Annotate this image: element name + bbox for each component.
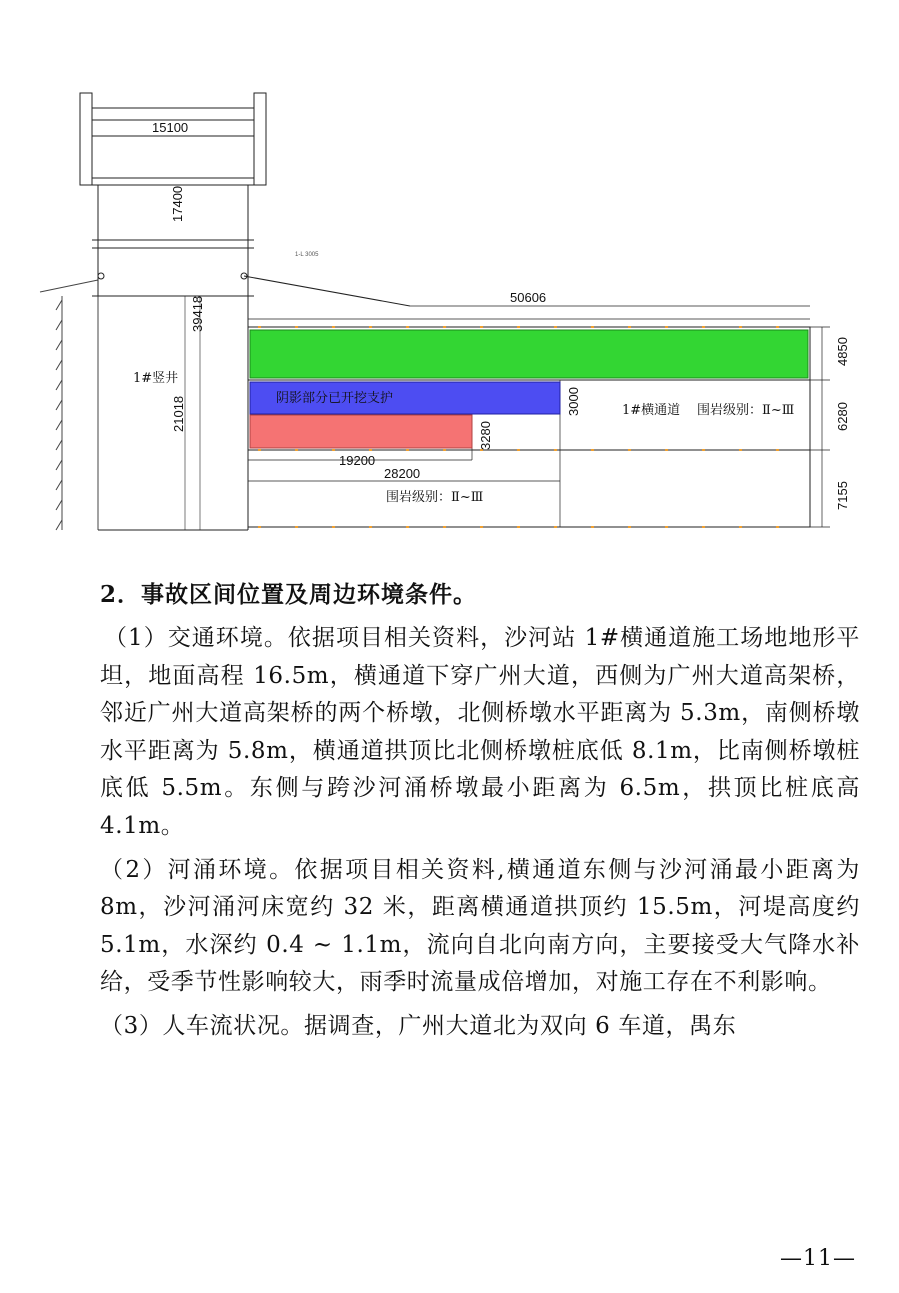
dim-50606: 50606 [510, 290, 547, 305]
paragraph-river: （2）河涌环境。依据项目相关资料,横通道东侧与沙河涌最小距离为 8m，沙河涌河床宽约 32 米，距离横通道拱顶约 15.5m，河堤高度约 5.1m，水深约 0.4 ~ 1.1m，流向自北向南方向，主要接受大气降水补给，受季节性影响较大，雨季时流量成倍增加，对施工存在不利影响。 [100, 856, 860, 996]
page-number: —11— [780, 1246, 856, 1271]
shaft-head [80, 93, 410, 306]
paragraph-traffic: （1）交通环境。依据项目相关资料，沙河站 1#横通道施工场地地形平坦，地面高程 16.5m，横通道下穿广州大道，西侧为广州大道高架桥，邻近广州大道高架桥的两个桥墩，北侧桥墩水平距离为 5.3m，南侧桥墩水平距离为 5.8m，横通道拱顶比北侧桥墩桩底低 8.1m，比南侧桥墩桩底低 5.5m。东侧与跨沙河涌桥墩最小距离为 6.5m，拱顶比桩底高 4.1m。 [100, 625, 860, 839]
stage-red-region [250, 415, 472, 448]
dim-17400: 17400 [170, 185, 185, 222]
paragraph-pedestrian-traffic: （3）人车流状况。据调查，广州大道北为双向 6 车道，禺东 [100, 1012, 737, 1039]
dim-21018: 21018 [171, 395, 186, 432]
ground-hatching [40, 280, 98, 530]
dim-3280: 3280 [478, 421, 493, 450]
shaft-label: 1#竖井 [133, 371, 179, 386]
dim-3000: 3000 [566, 387, 581, 416]
dim-15100: 15100 [152, 120, 189, 135]
body-text [100, 576, 860, 1046]
dim-4850: 4850 [835, 337, 850, 366]
tunnel-section-drawing [0, 0, 899, 560]
section-heading: 2．事故区间位置及周边环境条件。 [100, 581, 478, 608]
rock-grade-right-label: 围岩级别：Ⅱ~Ⅲ [697, 403, 795, 418]
dim-7155: 7155 [835, 481, 850, 510]
dim-28200: 28200 [384, 466, 421, 481]
dim-39418: 39418 [190, 295, 205, 332]
tiny-note-label: 1-L 3005 [295, 252, 319, 258]
dim-19200: 19200 [339, 453, 376, 468]
stage-green-region [250, 330, 808, 378]
passage-label: 1#横通道 [622, 403, 681, 418]
excavated-label: 阴影部分已开挖支护 [276, 391, 394, 406]
dim-6280: 6280 [835, 402, 850, 431]
rock-grade-bottom-label: 围岩级别：Ⅱ~Ⅲ [386, 490, 484, 505]
